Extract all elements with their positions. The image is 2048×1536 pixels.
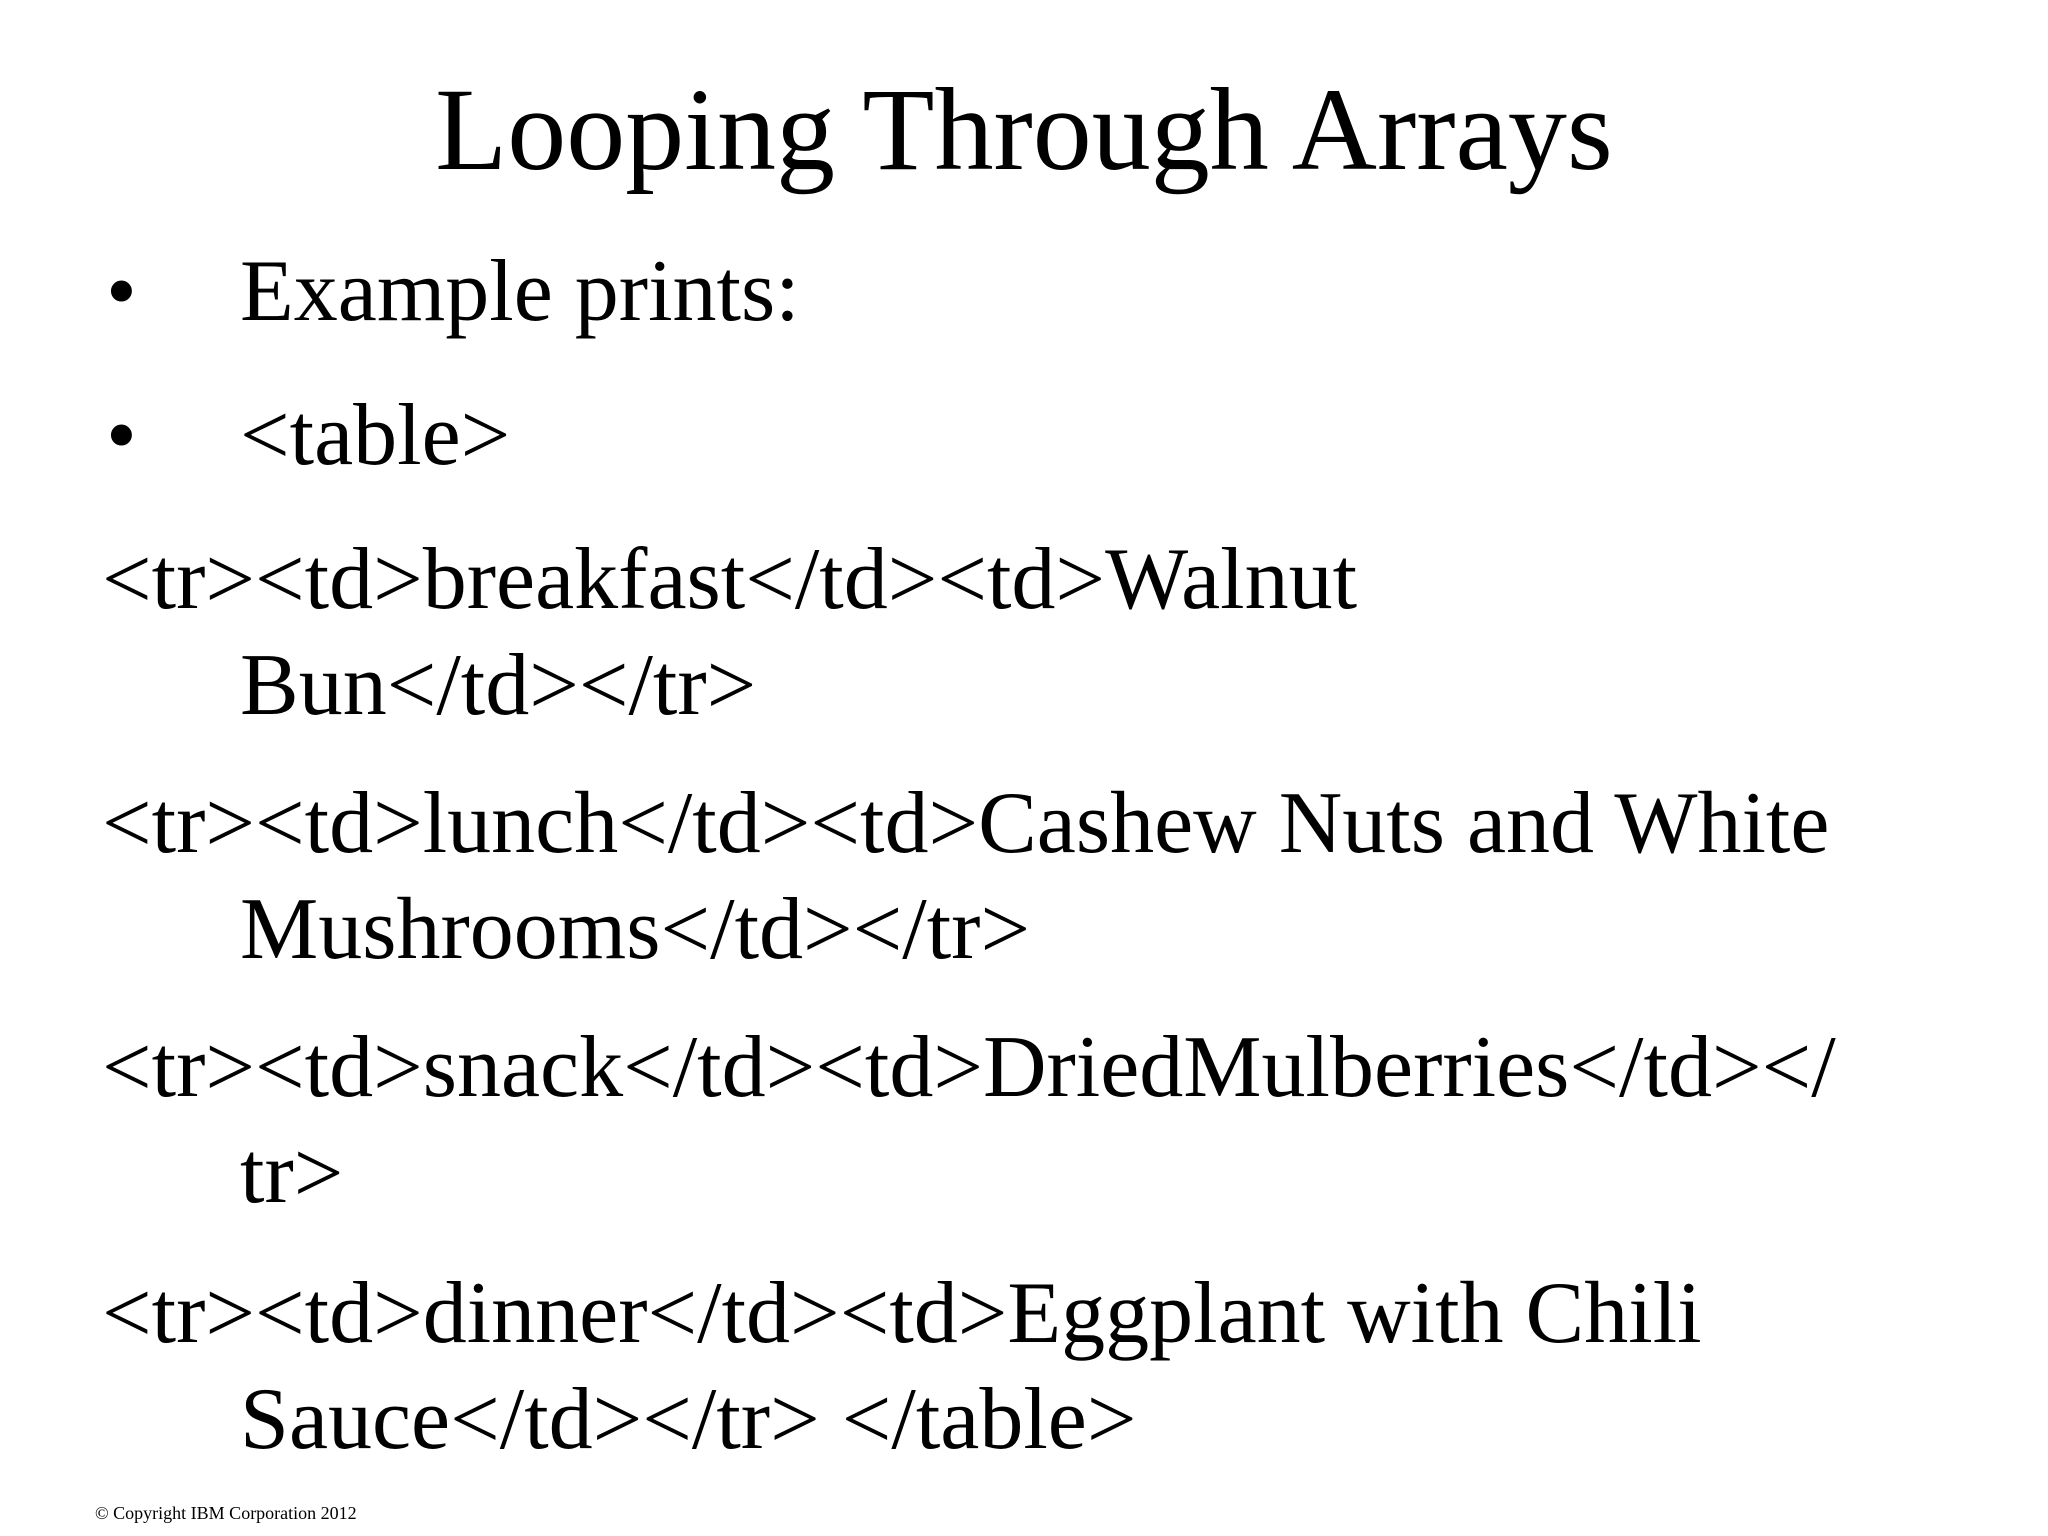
code-line-continuation: Mushrooms</td></tr> — [240, 881, 1031, 978]
bullet-text: Example prints: — [240, 243, 800, 340]
code-line: <tr><td>dinner</td><td>Eggplant with Chili — [102, 1265, 1702, 1362]
bullet-icon: • — [106, 243, 137, 340]
code-line: <tr><td>breakfast</td><td>Walnut — [102, 531, 1358, 628]
code-line: <tr><td>lunch</td><td>Cashew Nuts and White — [102, 775, 1830, 872]
bullet-icon: • — [106, 387, 137, 484]
code-line-continuation: Sauce</td></tr> </table> — [240, 1371, 1137, 1468]
code-line: <tr><td>snack</td><td>DriedMulberries</td></ — [102, 1019, 1836, 1116]
code-line-continuation: tr> — [240, 1125, 344, 1222]
slide-title: Looping Through Arrays — [435, 64, 1613, 195]
bullet-text: <table> — [240, 387, 511, 484]
copyright-notice: © Copyright IBM Corporation 2012 — [95, 1503, 357, 1523]
code-line-continuation: Bun</td></tr> — [240, 637, 757, 734]
